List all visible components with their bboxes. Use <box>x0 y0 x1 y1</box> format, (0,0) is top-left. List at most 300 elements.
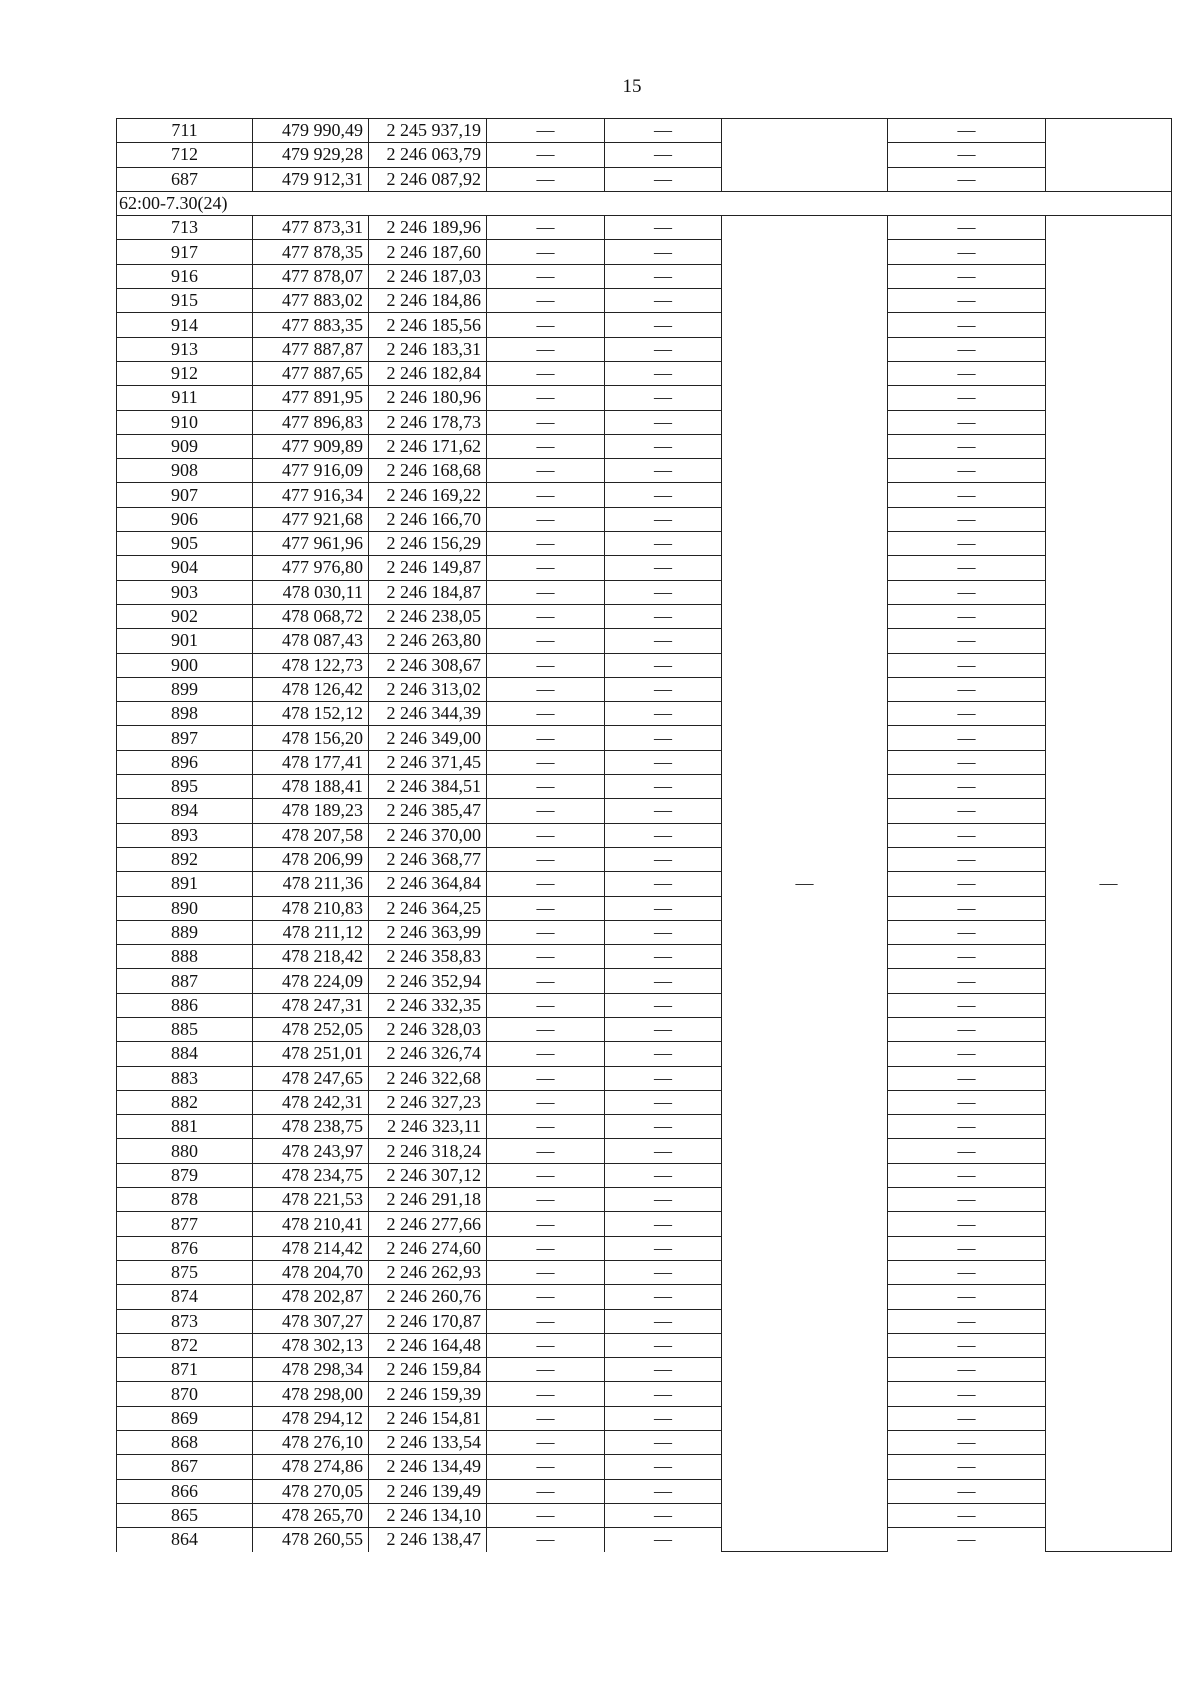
dash-cell: — <box>487 1163 605 1187</box>
table-row <box>117 167 1172 191</box>
table-row <box>117 872 1172 896</box>
table-row <box>117 847 1172 871</box>
table-row <box>117 1455 1172 1479</box>
dash-cell: — <box>605 1066 722 1090</box>
dash-cell: — <box>487 264 605 288</box>
dash-cell: — <box>888 1212 1046 1236</box>
y-coordinate: 2 246 358,83 <box>369 945 487 969</box>
x-coordinate: 478 156,20 <box>253 726 369 750</box>
y-coordinate: 2 246 087,92 <box>369 167 487 191</box>
dash-cell: — <box>605 459 722 483</box>
point-number: 894 <box>117 799 253 823</box>
dash-cell: — <box>605 386 722 410</box>
section-row <box>117 191 1172 215</box>
x-coordinate: 479 912,31 <box>253 167 369 191</box>
x-coordinate: 478 087,43 <box>253 629 369 653</box>
dash-cell: — <box>487 167 605 191</box>
dash-cell: — <box>605 629 722 653</box>
point-number: 895 <box>117 775 253 799</box>
x-coordinate: 478 030,11 <box>253 580 369 604</box>
dash-cell: — <box>888 361 1046 385</box>
dash-cell: — <box>888 750 1046 774</box>
dash-cell: — <box>487 677 605 701</box>
dash-cell: — <box>487 483 605 507</box>
dash-cell: — <box>888 1503 1046 1527</box>
dash-cell: — <box>487 386 605 410</box>
table-row <box>117 361 1172 385</box>
point-number: 873 <box>117 1309 253 1333</box>
dash-cell: — <box>487 604 605 628</box>
dash-cell: — <box>888 143 1046 167</box>
x-coordinate: 478 270,05 <box>253 1479 369 1503</box>
table-row <box>117 629 1172 653</box>
point-number: 881 <box>117 1115 253 1139</box>
x-coordinate: 478 298,34 <box>253 1358 369 1382</box>
table-row <box>117 750 1172 774</box>
dash-cell: — <box>605 1503 722 1527</box>
y-coordinate: 2 246 352,94 <box>369 969 487 993</box>
table-row <box>117 143 1172 167</box>
point-number: 865 <box>117 1503 253 1527</box>
table-row <box>117 240 1172 264</box>
dash-cell: — <box>487 119 605 143</box>
x-coordinate: 477 921,68 <box>253 507 369 531</box>
point-number: 885 <box>117 1017 253 1041</box>
y-coordinate: 2 246 307,12 <box>369 1163 487 1187</box>
dash-cell: — <box>888 1285 1046 1309</box>
y-coordinate: 2 246 184,86 <box>369 289 487 313</box>
dash-cell: — <box>487 872 605 896</box>
table-row <box>117 677 1172 701</box>
dash-cell: — <box>888 410 1046 434</box>
point-number: 908 <box>117 459 253 483</box>
dash-cell: — <box>888 775 1046 799</box>
dash-cell: — <box>888 872 1046 896</box>
dash-cell: — <box>487 289 605 313</box>
y-coordinate: 2 246 371,45 <box>369 750 487 774</box>
y-coordinate: 2 246 063,79 <box>369 143 487 167</box>
point-number: 916 <box>117 264 253 288</box>
dash-cell: — <box>888 1333 1046 1357</box>
point-number: 889 <box>117 920 253 944</box>
x-coordinate: 478 302,13 <box>253 1333 369 1357</box>
dash-cell: — <box>888 1066 1046 1090</box>
dash-cell: — <box>487 1431 605 1455</box>
y-coordinate: 2 246 262,93 <box>369 1260 487 1284</box>
dash-cell: — <box>605 945 722 969</box>
dash-cell: — <box>487 1358 605 1382</box>
point-number: 868 <box>117 1431 253 1455</box>
point-number: 866 <box>117 1479 253 1503</box>
point-number: 884 <box>117 1042 253 1066</box>
dash-cell: — <box>605 823 722 847</box>
table-row <box>117 945 1172 969</box>
dash-cell: — <box>605 969 722 993</box>
dash-cell: — <box>888 1406 1046 1430</box>
dash-cell: — <box>487 1406 605 1430</box>
point-number: 879 <box>117 1163 253 1187</box>
y-coordinate: 2 246 322,68 <box>369 1066 487 1090</box>
dash-cell: — <box>605 1115 722 1139</box>
dash-cell: — <box>605 775 722 799</box>
x-coordinate: 478 177,41 <box>253 750 369 774</box>
table-row <box>117 1260 1172 1284</box>
table-row <box>117 410 1172 434</box>
x-coordinate: 478 298,00 <box>253 1382 369 1406</box>
point-number: 898 <box>117 702 253 726</box>
dash-cell: — <box>487 993 605 1017</box>
dash-cell: — <box>487 1066 605 1090</box>
y-coordinate: 2 246 332,35 <box>369 993 487 1017</box>
y-coordinate: 2 246 159,84 <box>369 1358 487 1382</box>
dash-cell: — <box>888 677 1046 701</box>
dash-cell: — <box>487 1309 605 1333</box>
table-row <box>117 1406 1172 1430</box>
table-row <box>117 1090 1172 1114</box>
table-row <box>117 483 1172 507</box>
dash-cell: — <box>605 580 722 604</box>
y-coordinate: 2 246 384,51 <box>369 775 487 799</box>
x-coordinate: 477 878,07 <box>253 264 369 288</box>
dash-cell: — <box>487 702 605 726</box>
dash-cell: — <box>888 1042 1046 1066</box>
dash-cell: — <box>487 1188 605 1212</box>
dash-cell: — <box>487 1236 605 1260</box>
x-coordinate: 477 909,89 <box>253 434 369 458</box>
dash-cell: — <box>888 386 1046 410</box>
point-number: 903 <box>117 580 253 604</box>
dash-cell: — <box>487 1479 605 1503</box>
dash-cell: — <box>888 240 1046 264</box>
dash-cell: — <box>888 1431 1046 1455</box>
point-number: 910 <box>117 410 253 434</box>
y-coordinate: 2 246 133,54 <box>369 1431 487 1455</box>
dash-cell: — <box>888 264 1046 288</box>
table-row <box>117 556 1172 580</box>
y-coordinate: 2 246 138,47 <box>369 1528 487 1552</box>
dash-cell: — <box>888 1139 1046 1163</box>
dash-cell: — <box>888 604 1046 628</box>
x-coordinate: 478 210,41 <box>253 1212 369 1236</box>
table-row <box>117 1333 1172 1357</box>
point-number: 909 <box>117 434 253 458</box>
point-number: 877 <box>117 1212 253 1236</box>
x-coordinate: 478 210,83 <box>253 896 369 920</box>
table-row <box>117 119 1172 143</box>
dash-cell: — <box>888 896 1046 920</box>
dash-cell: — <box>487 823 605 847</box>
dash-cell: — <box>487 361 605 385</box>
table-row <box>117 386 1172 410</box>
table-row <box>117 1309 1172 1333</box>
dash-cell: — <box>605 264 722 288</box>
dash-cell: — <box>605 750 722 774</box>
dash-cell: — <box>487 1139 605 1163</box>
dash-cell: — <box>605 532 722 556</box>
point-number: 911 <box>117 386 253 410</box>
dash-cell: — <box>487 1503 605 1527</box>
dash-cell: — <box>487 920 605 944</box>
point-number: 917 <box>117 240 253 264</box>
dash-cell: — <box>487 1528 605 1552</box>
y-coordinate: 2 246 187,03 <box>369 264 487 288</box>
dash-cell: — <box>605 920 722 944</box>
x-coordinate: 478 234,75 <box>253 1163 369 1187</box>
x-coordinate: 478 247,65 <box>253 1066 369 1090</box>
x-coordinate: 477 887,65 <box>253 361 369 385</box>
table-row <box>117 1431 1172 1455</box>
dash-cell: — <box>487 434 605 458</box>
point-number: 876 <box>117 1236 253 1260</box>
point-number: 900 <box>117 653 253 677</box>
point-number: 712 <box>117 143 253 167</box>
y-coordinate: 2 246 182,84 <box>369 361 487 385</box>
point-number: 880 <box>117 1139 253 1163</box>
dash-cell: — <box>888 1455 1046 1479</box>
dash-cell: — <box>605 726 722 750</box>
dash-cell: — <box>605 993 722 1017</box>
dash-cell: — <box>487 556 605 580</box>
y-coordinate: 2 246 180,96 <box>369 386 487 410</box>
table-row <box>117 289 1172 313</box>
dash-cell: — <box>487 143 605 167</box>
point-number: 906 <box>117 507 253 531</box>
table-row <box>117 1188 1172 1212</box>
dash-cell: — <box>605 1260 722 1284</box>
dash-cell: — <box>888 702 1046 726</box>
dash-cell: — <box>888 653 1046 677</box>
dash-cell: — <box>605 1309 722 1333</box>
y-coordinate: 2 246 349,00 <box>369 726 487 750</box>
dash-cell: — <box>487 1260 605 1284</box>
y-coordinate: 2 246 364,25 <box>369 896 487 920</box>
dash-cell: — <box>487 1017 605 1041</box>
x-coordinate: 478 221,53 <box>253 1188 369 1212</box>
dash-cell: — <box>605 604 722 628</box>
dash-cell: — <box>605 167 722 191</box>
dash-cell: — <box>487 1042 605 1066</box>
table-row <box>117 1503 1172 1527</box>
y-coordinate: 2 246 184,87 <box>369 580 487 604</box>
point-number: 899 <box>117 677 253 701</box>
table-row <box>117 775 1172 799</box>
x-coordinate: 478 247,31 <box>253 993 369 1017</box>
table-row <box>117 1528 1172 1552</box>
y-coordinate: 2 246 183,31 <box>369 337 487 361</box>
dash-cell: — <box>605 1188 722 1212</box>
dash-cell: — <box>888 507 1046 531</box>
y-coordinate: 2 246 370,00 <box>369 823 487 847</box>
table-row <box>117 1042 1172 1066</box>
dash-cell: — <box>605 1042 722 1066</box>
merged-dash-cell: — <box>722 216 888 1552</box>
dash-cell: — <box>888 1528 1046 1552</box>
y-coordinate: 2 246 168,68 <box>369 459 487 483</box>
point-number: 893 <box>117 823 253 847</box>
point-number: 901 <box>117 629 253 653</box>
x-coordinate: 478 218,42 <box>253 945 369 969</box>
table-row <box>117 1212 1172 1236</box>
x-coordinate: 478 251,01 <box>253 1042 369 1066</box>
table-row <box>117 993 1172 1017</box>
dash-cell: — <box>605 337 722 361</box>
dash-cell: — <box>605 556 722 580</box>
dash-cell: — <box>605 289 722 313</box>
y-coordinate: 2 246 323,11 <box>369 1115 487 1139</box>
x-coordinate: 477 916,34 <box>253 483 369 507</box>
y-coordinate: 2 246 328,03 <box>369 1017 487 1041</box>
dash-cell: — <box>888 1382 1046 1406</box>
dash-cell: — <box>888 1236 1046 1260</box>
y-coordinate: 2 246 166,70 <box>369 507 487 531</box>
dash-cell: — <box>605 1479 722 1503</box>
x-coordinate: 478 188,41 <box>253 775 369 799</box>
point-number: 869 <box>117 1406 253 1430</box>
dash-cell: — <box>888 1358 1046 1382</box>
x-coordinate: 478 243,97 <box>253 1139 369 1163</box>
x-coordinate: 478 068,72 <box>253 604 369 628</box>
dash-cell: — <box>605 847 722 871</box>
point-number: 888 <box>117 945 253 969</box>
y-coordinate: 2 246 263,80 <box>369 629 487 653</box>
dash-cell: — <box>888 119 1046 143</box>
dash-cell: — <box>487 337 605 361</box>
merged-dash-cell <box>1046 119 1172 192</box>
dash-cell: — <box>605 1285 722 1309</box>
dash-cell: — <box>605 1139 722 1163</box>
table-row <box>117 313 1172 337</box>
y-coordinate: 2 246 327,23 <box>369 1090 487 1114</box>
dash-cell: — <box>605 1163 722 1187</box>
y-coordinate: 2 246 318,24 <box>369 1139 487 1163</box>
y-coordinate: 2 245 937,19 <box>369 119 487 143</box>
dash-cell: — <box>487 799 605 823</box>
x-coordinate: 478 274,86 <box>253 1455 369 1479</box>
merged-dash-cell <box>722 119 888 192</box>
x-coordinate: 478 307,27 <box>253 1309 369 1333</box>
dash-cell: — <box>605 1406 722 1430</box>
x-coordinate: 478 265,70 <box>253 1503 369 1527</box>
point-number: 878 <box>117 1188 253 1212</box>
table-row <box>117 1139 1172 1163</box>
dash-cell: — <box>605 1236 722 1260</box>
table-row <box>117 920 1172 944</box>
y-coordinate: 2 246 187,60 <box>369 240 487 264</box>
dash-cell: — <box>605 702 722 726</box>
y-coordinate: 2 246 313,02 <box>369 677 487 701</box>
x-coordinate: 478 252,05 <box>253 1017 369 1041</box>
dash-cell: — <box>888 847 1046 871</box>
dash-cell: — <box>487 240 605 264</box>
point-number: 892 <box>117 847 253 871</box>
x-coordinate: 477 883,35 <box>253 313 369 337</box>
table-row <box>117 1358 1172 1382</box>
dash-cell: — <box>605 119 722 143</box>
point-number: 713 <box>117 216 253 240</box>
dash-cell: — <box>605 143 722 167</box>
x-coordinate: 478 242,31 <box>253 1090 369 1114</box>
dash-cell: — <box>888 629 1046 653</box>
dash-cell: — <box>888 580 1046 604</box>
point-number: 871 <box>117 1358 253 1382</box>
x-coordinate: 478 260,55 <box>253 1528 369 1552</box>
dash-cell: — <box>888 823 1046 847</box>
dash-cell: — <box>487 1285 605 1309</box>
table-row <box>117 702 1172 726</box>
point-number: 913 <box>117 337 253 361</box>
x-coordinate: 478 202,87 <box>253 1285 369 1309</box>
y-coordinate: 2 246 274,60 <box>369 1236 487 1260</box>
dash-cell: — <box>605 240 722 264</box>
table-row <box>117 1066 1172 1090</box>
table-row <box>117 1163 1172 1187</box>
dash-cell: — <box>605 1090 722 1114</box>
y-coordinate: 2 246 368,77 <box>369 847 487 871</box>
dash-cell: — <box>487 507 605 531</box>
dash-cell: — <box>888 799 1046 823</box>
dash-cell: — <box>605 483 722 507</box>
table-row <box>117 1017 1172 1041</box>
dash-cell: — <box>605 313 722 337</box>
point-number: 874 <box>117 1285 253 1309</box>
point-number: 687 <box>117 167 253 191</box>
x-coordinate: 478 214,42 <box>253 1236 369 1260</box>
point-number: 914 <box>117 313 253 337</box>
point-number: 897 <box>117 726 253 750</box>
x-coordinate: 477 883,02 <box>253 289 369 313</box>
x-coordinate: 478 294,12 <box>253 1406 369 1430</box>
y-coordinate: 2 246 139,49 <box>369 1479 487 1503</box>
x-coordinate: 478 189,23 <box>253 799 369 823</box>
point-number: 915 <box>117 289 253 313</box>
point-number: 886 <box>117 993 253 1017</box>
y-coordinate: 2 246 154,81 <box>369 1406 487 1430</box>
dash-cell: — <box>888 993 1046 1017</box>
dash-cell: — <box>605 677 722 701</box>
table-row <box>117 823 1172 847</box>
x-coordinate: 477 916,09 <box>253 459 369 483</box>
y-coordinate: 2 246 344,39 <box>369 702 487 726</box>
point-number: 883 <box>117 1066 253 1090</box>
dash-cell: — <box>605 1212 722 1236</box>
dash-cell: — <box>888 483 1046 507</box>
dash-cell: — <box>487 945 605 969</box>
dash-cell: — <box>888 216 1046 240</box>
table-row <box>117 799 1172 823</box>
dash-cell: — <box>605 1382 722 1406</box>
dash-cell: — <box>888 1309 1046 1333</box>
x-coordinate: 478 276,10 <box>253 1431 369 1455</box>
dash-cell: — <box>487 313 605 337</box>
x-coordinate: 478 126,42 <box>253 677 369 701</box>
table-row <box>117 1285 1172 1309</box>
point-number: 882 <box>117 1090 253 1114</box>
x-coordinate: 478 204,70 <box>253 1260 369 1284</box>
dash-cell: — <box>487 969 605 993</box>
x-coordinate: 477 976,80 <box>253 556 369 580</box>
x-coordinate: 478 224,09 <box>253 969 369 993</box>
table-row <box>117 264 1172 288</box>
dash-cell: — <box>605 410 722 434</box>
dash-cell: — <box>888 167 1046 191</box>
dash-cell: — <box>888 1260 1046 1284</box>
x-coordinate: 478 207,58 <box>253 823 369 847</box>
point-number: 890 <box>117 896 253 920</box>
dash-cell: — <box>605 1431 722 1455</box>
table-row <box>117 1236 1172 1260</box>
y-coordinate: 2 246 159,39 <box>369 1382 487 1406</box>
coordinates-table <box>116 118 1172 1552</box>
